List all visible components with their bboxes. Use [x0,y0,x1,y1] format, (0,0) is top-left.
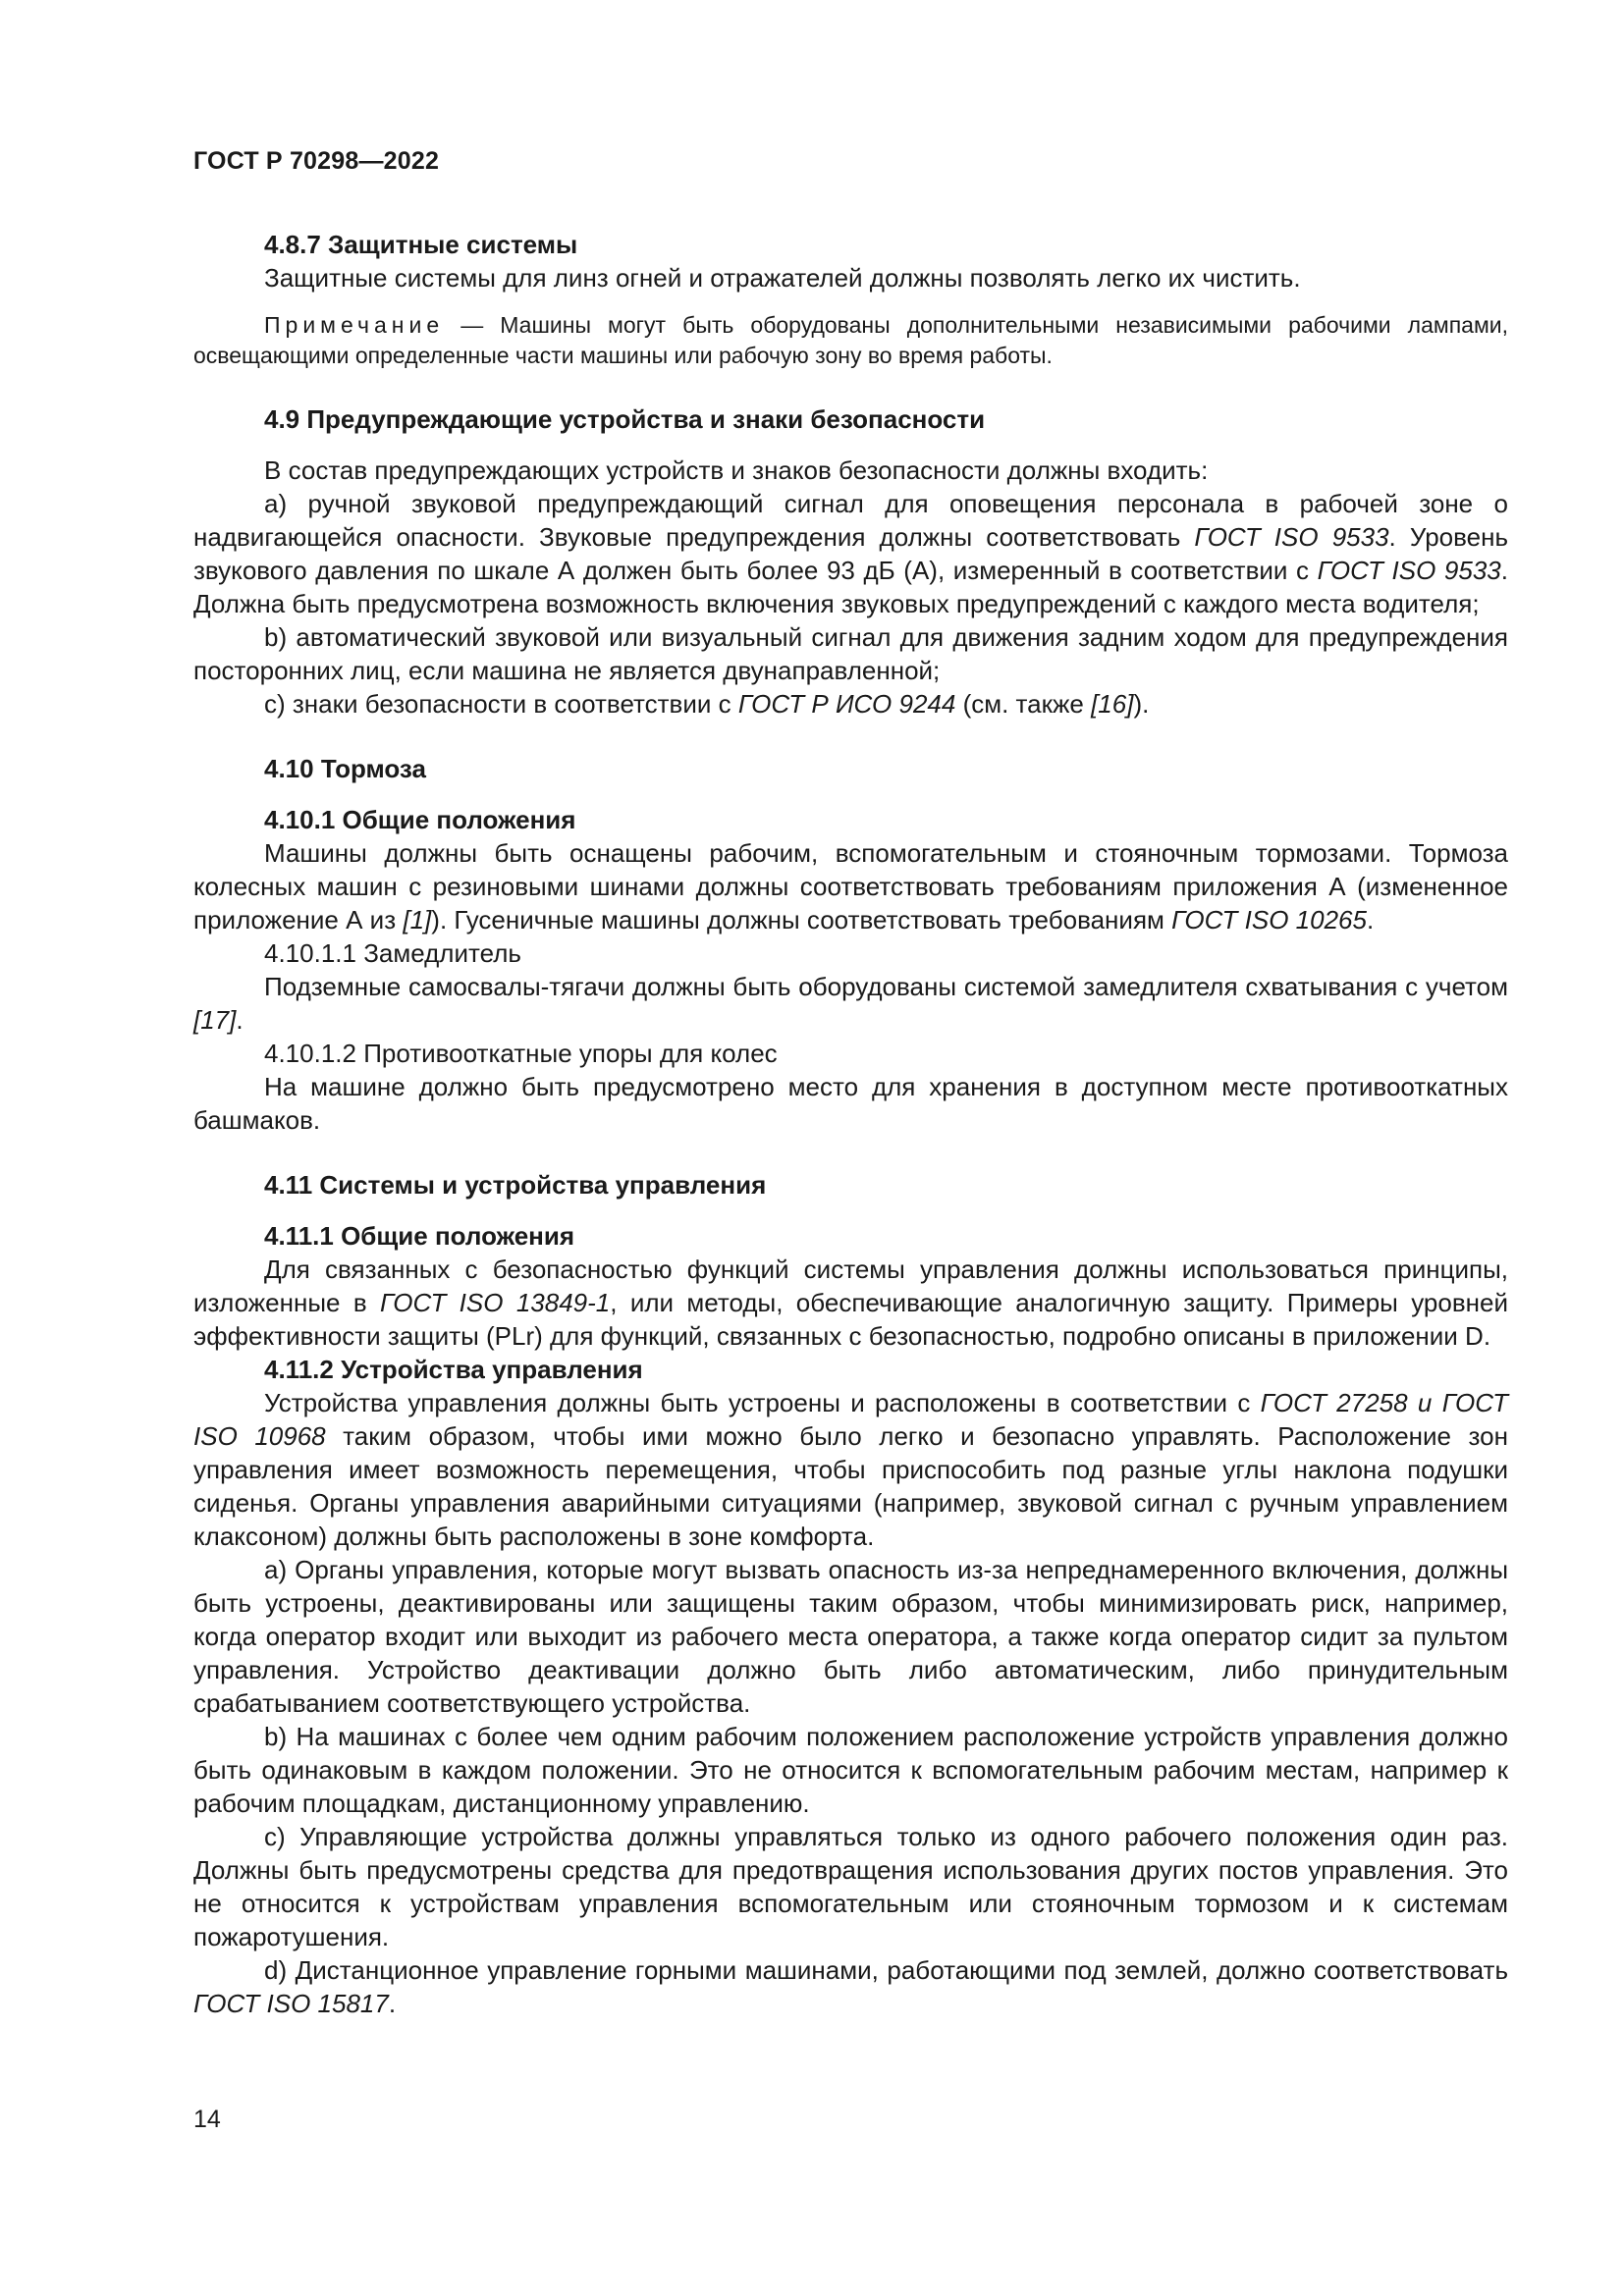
document-body [193,228,1508,2020]
list-item-c [193,687,1508,721]
subsection-title-4-10-1-2: 4.10.1.2 Противооткатные упоры для колес [264,1039,778,1068]
subsection-title-4-10-1-1: 4.10.1.1 Замедлитель [264,938,521,968]
section-heading-4-10: 4.10 Тормоза [264,754,426,783]
list-item-b: b) автоматический звуковой или визуальный сигнал для движения задним ходом для предупреждения посторонних лиц, если машина не является двунаправленной; [193,622,1508,685]
text: Подземные самосвалы-тягачи должны быть оборудованы системой замедлителя схватывания с учетом [264,972,1508,1001]
paragraph [193,970,1508,1037]
standard-reference: ГОСТ ISO 9533 [1317,556,1501,585]
list-item-c: c) Управляющие устройства должны управляться только из одного рабочего положения один раз. Должны быть предусмотрены средства для предотвращения использования других постов управления. Это не относится к устройствам управления вспомогательным или стояночным тормозом и к системам пожаротушения. [193,1822,1508,1951]
list-item-b: b) На машинах с более чем одним рабочим положением расположение устройств управления должно быть одинаковым в каждом положении. Это не относится к вспомогательным рабочим местам, например к рабочим площадкам, дистанционному управлению. [193,1722,1508,1818]
note-label: Примечание [264,312,445,338]
text: d) Дистанционное управление горными машинами, работающими под землей, должно соответствовать [264,1955,1508,1985]
list-item-a: a) Органы управления, которые могут вызвать опасность из-за непреднамеренного включения, должны быть устроены, деактивированы или защищены таким образом, чтобы минимизировать риск, например, когда оператор входит или выходит из рабочего места оператора, а также когда оператор сидит за пультом управления. Устройство деактивации должно быть либо автоматическим, либо принудительным срабатыванием соответствующего устройства. [193,1555,1508,1718]
standard-reference: ГОСТ 27258 и ГОСТ ISO 10968 [193,1388,1508,1451]
text: ). [1133,689,1150,719]
text: a) ручной звуковой предупреждающий сигнал для оповещения персонала в рабочей зоне о надвигающейся опасности. Звуковые предупреждения должны соответствовать [193,489,1508,552]
text: . [1366,905,1375,934]
paragraph [193,1386,1508,1553]
note-text: — Машины могут быть оборудованы дополнительными независимыми рабочими лампами, освещающими определенные части машины или рабочую зону во время работы. [193,312,1508,368]
page-number: 14 [193,2106,221,2133]
paragraph: В состав предупреждающих устройств и знаков безопасности должны входить: [264,455,1209,485]
text: . [236,1005,244,1035]
subsection-heading-4-11-2: 4.11.2 Устройства управления [264,1355,643,1384]
section-heading-4-11: 4.11 Системы и устройства управления [264,1170,767,1200]
subsection-heading-4-10-1: 4.10.1 Общие положения [264,805,576,834]
bibliography-reference: [16] [1091,689,1134,719]
standard-reference: ГОСТ ISO 9533 [1194,522,1389,552]
standard-reference: ГОСТ ISO 13849-1 [380,1288,611,1317]
paragraph [193,1253,1508,1353]
standard-reference: ГОСТ Р ИСО 9244 [737,689,956,719]
paragraph [193,836,1508,936]
paragraph: Защитные системы для линз огней и отражателей должны позволять легко их чистить. [264,263,1301,293]
document-header: ГОСТ Р 70298—2022 [193,147,440,175]
section-heading-4-8-7: 4.8.7 Защитные системы [264,230,578,259]
list-item-a [193,487,1508,620]
standard-reference: ГОСТ ISO 10265 [1171,905,1367,934]
text: Устройства управления должны быть устроены и расположены в соответствии с [264,1388,1261,1417]
text: , или методы, обеспечивающие аналогичную защиту. Примеры уровней эффективности защиты (PLr) для функций, связанных с безопасностью, подробно описаны в приложении D. [193,1288,1509,1351]
text: таким образом, чтобы ими можно было легко и безопасно управлять. Расположение зон управления имеет возможность перемещения, чтобы приспособить под разные углы наклона подушки сиденья. Органы управления аварийными ситуациями (например, звуковой сигнал с ручным управлением клаксоном) должны быть расположены в зоне комфорта. [193,1421,1509,1551]
list-item-d [193,1953,1508,2020]
text: . Должна быть предусмотрена возможность включения звуковых предупреждений с каждого места водителя; [193,556,1508,618]
subsection-heading-4-11-1: 4.11.1 Общие положения [264,1221,575,1251]
note-paragraph [193,310,1508,371]
section-heading-4-9: 4.9 Предупреждающие устройства и знаки безопасности [264,404,986,434]
paragraph: На машине должно быть предусмотрено место для хранения в доступном месте противооткатных башмаков. [193,1072,1508,1135]
bibliography-reference: [17] [193,1005,237,1035]
text: Для связанных с безопасностью функций системы управления должны использоваться принципы, изложенные в [193,1255,1508,1317]
standard-reference: ГОСТ ISO 15817 [193,1989,389,2018]
text: c) знаки безопасности в соответствии с [264,689,738,719]
text: (см. также [955,689,1092,719]
text: Машины должны быть оснащены рабочим, вспомогательным и стояночным тормозами. Тормоза колесных машин с резиновыми шинами должны соответствовать требованиям приложения А (измененное приложение А из [193,838,1508,934]
text: ). Гусеничные машины должны соответствовать требованиям [431,905,1172,934]
bibliography-reference: [1] [403,905,432,934]
text: . [388,1989,397,2018]
text: . Уровень звукового давления по шкале А должен быть более 93 дБ (А), измеренный в соответствии с [193,522,1509,585]
